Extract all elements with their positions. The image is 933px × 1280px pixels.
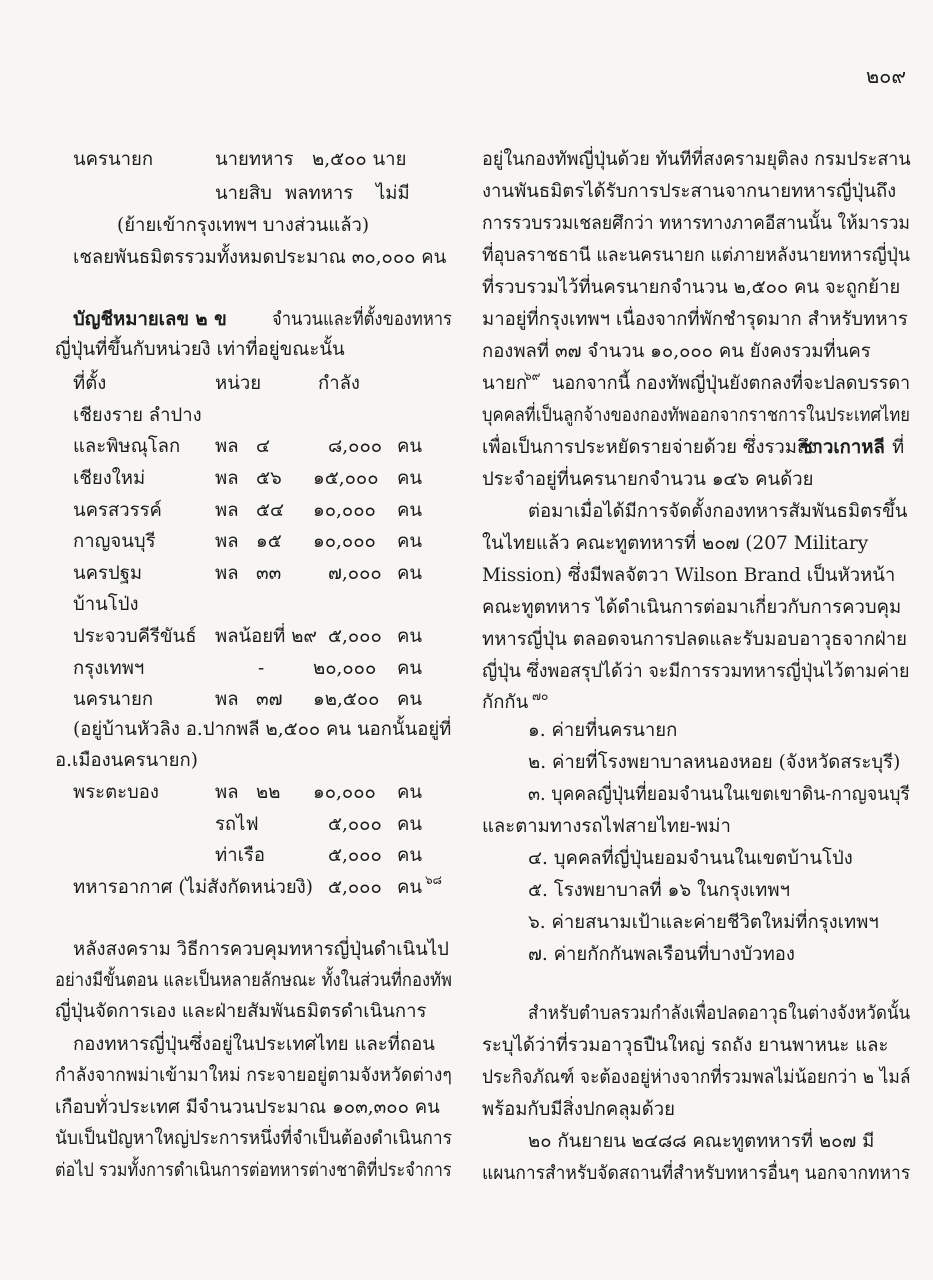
list-cell: ไม่มี: [376, 183, 410, 204]
table-cell-unitlabel: คน: [397, 814, 423, 835]
list-cell: นายสิบ: [215, 183, 272, 204]
table-header: ที่ตั้ง: [73, 373, 107, 394]
footnote-marker: ๖๘: [425, 873, 442, 887]
table-cell-unitlabel: คน: [397, 563, 423, 584]
text-line: เชลยพันธมิตรรวมทั้งหมดประมาณ ๓๐,๐๐๐ คน: [73, 247, 447, 268]
table-cell-num: ๓๗: [256, 689, 283, 710]
table-cell-unitlabel: คน: [397, 436, 423, 457]
paragraph-line: ระบุได้ว่าที่รวมอาวุธปืนใหญ่ รถถัง ยานพาหนะ และ: [482, 1035, 889, 1056]
table-cell-place: พระตะบอง: [73, 782, 159, 803]
table-cell-unitlabel: คน: [397, 877, 423, 898]
paragraph-text: นายก: [482, 373, 528, 394]
list-item: ๑. ค่ายที่นครนายก: [528, 720, 678, 741]
table-cell-strength: ๘,๐๐๐: [328, 436, 383, 457]
table-cell-strength: ๑๐,๐๐๐: [313, 500, 376, 521]
list-cell: พลทหาร: [285, 183, 354, 204]
table-cell-strength: ๕,๐๐๐: [328, 845, 382, 866]
table-cell-place: บ้านโป่ง: [73, 594, 139, 615]
paragraph-line: กองพลที่ ๓๗ จำนวน ๑๐,๐๐๐ คน ยังคงรวมที่นคร: [482, 341, 871, 362]
table-cell-unit: พล: [215, 531, 239, 552]
paragraph-text: ที่: [892, 437, 905, 458]
paragraph-line: แผนการสำหรับจัดสถานที่สำหรับทหารอื่นๆ นอกจากทหาร: [482, 1163, 911, 1184]
paragraph-text: กักกัน: [482, 692, 529, 713]
paragraph-line: ต่อมาเมื่อได้มีการจัดตั้งกองทหารสัมพันธมิตรขึ้น: [528, 501, 908, 522]
list-item: ๓. บุคคลญี่ปุ่นที่ยอมจำนนในเขตเขาดิน-กาญจนบุรี: [528, 784, 910, 805]
list-item: และตามทางรถไฟสายไทย-พม่า: [482, 816, 731, 837]
table-cell-num: ๕๔: [256, 500, 285, 521]
table-cell-place: และพิษณุโลก: [73, 436, 181, 457]
text-line: ญี่ปุ่นที่ขึ้นกับหน่วยงิ เท่าที่อยู่ขณะนั้น: [55, 339, 345, 360]
table-cell-unit: ท่าเรือ: [215, 845, 265, 866]
table-cell-place: นครสวรรค์: [73, 500, 162, 521]
table-cell-unit: พลน้อยที่ ๒๙: [215, 626, 317, 647]
list-item: ๗. ค่ายกักกันพลเรือนที่บางบัวทอง: [528, 944, 795, 965]
paragraph-line: ที่รวบรวมไว้ที่นครนายกจำนวน ๒,๕๐๐ คน จะถูกย้าย: [482, 277, 901, 298]
paragraph-line: ที่อุบลราชธานี และนครนายก แต่ภายหลังนายทหารญี่ปุ่น: [482, 245, 911, 266]
table-cell-strength: ๗,๐๐๐: [328, 563, 382, 584]
table-cell-unitlabel: คน: [397, 626, 423, 647]
paragraph-line: ญี่ปุ่นจัดการเอง และฝ่ายสัมพันธมิตรดำเนินการ: [55, 1001, 427, 1022]
paragraph-line: หลังสงคราม วิธีการควบคุมทหารญี่ปุ่นดำเนินไป: [73, 939, 449, 960]
list-item: ๖. ค่ายสนามเป้าและค่ายชีวิตใหม่ที่กรุงเทพฯ: [528, 912, 879, 933]
list-cell: ๒,๕๐๐ นาย: [312, 149, 407, 170]
table-cell-num: ๕๖: [256, 468, 282, 489]
section-heading-rest: จำนวนและที่ตั้งของทหาร: [272, 309, 452, 330]
list-item: ๔. บุคคลที่ญี่ปุ่นยอมจำนนในเขตบ้านโป่ง: [528, 848, 853, 869]
table-cell-place: นครนายก: [73, 689, 154, 710]
paragraph-line: ในไทยแล้ว คณะทูตทหารที่ ๒๐๗ (207 Military: [482, 533, 869, 554]
table-cell-strength: ๕,๐๐๐: [328, 814, 382, 835]
table-cell-strength: ๒๐,๐๐๐: [313, 658, 377, 679]
table-cell-place: กาญจนบุรี: [73, 531, 156, 552]
table-cell-unit: พล: [215, 782, 239, 803]
table-header: กำลัง: [318, 373, 360, 394]
paragraph-line: การรวบรวมเชลยศึกว่า ทหารทางภาคอีสานนั้น ให้มารวม: [482, 213, 911, 234]
paragraph-line: มาอยู่ที่กรุงเทพฯ เนื่องจากที่พักชำรุดมาก สำหรับทหาร: [482, 309, 908, 330]
list-cell: นายทหาร: [215, 149, 294, 170]
paragraph-text: นอกจากนี้ กองทัพญี่ปุ่นยังตกลงที่จะปลดบรรดา: [552, 373, 911, 394]
table-cell-unitlabel: คน: [397, 468, 423, 489]
table-cell-strength: ๑๒,๕๐๐: [313, 689, 380, 710]
table-cell-unitlabel: คน: [397, 689, 423, 710]
table-cell-place: กรุงเทพฯ: [73, 658, 145, 679]
paragraph-line: นับเป็นปัญหาใหญ่ประการหนึ่งที่จำเป็นต้องดำเนินการ: [55, 1128, 453, 1149]
paragraph-line: อยู่ในกองทัพญี่ปุ่นด้วย ทันทีที่สงครามยุติลง กรมประสาน: [482, 149, 911, 170]
table-cell-unit: พล: [215, 689, 239, 710]
paragraph-line: อย่างมีขั้นตอน และเป็นหลายลักษณะ ทั้งในส่วนที่กองทัพ: [55, 970, 452, 991]
paragraph-line: ญี่ปุ่น ซึ่งพอสรุปได้ว่า จะมีการรวมทหารญี่ปุ่นไว้ตามค่าย: [482, 661, 910, 682]
footnote-marker: ๗๐: [532, 689, 549, 703]
table-cell-place: เชียงใหม่: [73, 468, 146, 489]
table-cell-unit: รถไฟ: [215, 814, 259, 835]
table-cell-unit: -: [258, 658, 265, 679]
section-heading: บัญชีหมายเลข ๒ ข: [73, 309, 227, 330]
table-cell-unitlabel: คน: [397, 531, 423, 552]
list-cell: นครนายก: [73, 149, 154, 170]
paragraph-line: เกือบทั่วประเทศ มีจำนวนประมาณ ๑๐๓,๓๐๐ คน: [55, 1097, 440, 1118]
paragraph-line: พร้อมกับมีสิ่งปกคลุมด้วย: [482, 1099, 675, 1120]
paragraph-line: กองทหารญี่ปุ่นซึ่งอยู่ในประเทศไทย และที่ถอน: [73, 1034, 435, 1055]
table-cell-unit: พล: [215, 436, 239, 457]
footnote-marker: ๖๙: [524, 369, 541, 383]
list-item: ๒. ค่ายที่โรงพยาบาลหนองหอย (จังหวัดสระบุรี): [528, 752, 901, 773]
table-cell-unitlabel: คน: [397, 500, 423, 521]
table-cell-strength: ๑๕,๐๐๐: [313, 468, 379, 489]
table-cell-unitlabel: คน: [397, 782, 423, 803]
table-cell-unitlabel: คน: [397, 845, 423, 866]
table-cell-strength: ๕,๐๐๐: [328, 877, 382, 898]
table-cell-num: ๑๕: [256, 531, 282, 552]
table-cell-unit: พล: [215, 500, 239, 521]
table-cell-strength: ๕,๐๐๐: [328, 626, 382, 647]
paragraph-line: ประกิจภัณฑ์ จะต้องอยู่ห่างจากที่รวมพลไม่น้อยกว่า ๒ ไมล์: [482, 1067, 911, 1088]
table-cell-unit: พล: [215, 563, 239, 584]
text-line: (อยู่บ้านหัวลิง อ.ปากพลี ๒,๕๐๐ คน นอกนั้นอยู่ที่: [73, 719, 452, 740]
paragraph-line: ต่อไป รวมทั้งการดำเนินการต่อทหารต่างชาติที่ประจำการ: [55, 1160, 452, 1181]
table-cell-num: ๔: [256, 436, 271, 457]
paragraph-line: กำลังจากพม่าเข้ามาใหม่ กระจายอยู่ตามจังหวัดต่างๆ: [55, 1065, 452, 1086]
table-cell-place: นครปฐม: [73, 563, 143, 584]
page-number: ๒๐๙: [866, 64, 907, 88]
paragraph-line: คณะทูตทหาร ได้ดำเนินการต่อมาเกี่ยวกับการควบคุม: [482, 597, 902, 618]
paragraph-line: Mission) ซึ่งมีพลจัตวา Wilson Brand เป็นหัวหน้า: [482, 565, 896, 586]
table-cell-num: ๒๒: [256, 782, 281, 803]
paragraph-line: สำหรับตำบลรวมกำลังเพื่อปลดอาวุธในต่างจังหวัดนั้น: [528, 1003, 911, 1024]
table-cell-place: ทหารอากาศ (ไม่สังกัดหน่วยงิ): [73, 877, 314, 898]
table-cell-strength: ๑๐,๐๐๐: [313, 782, 376, 803]
paragraph-line: บุคคลที่เป็นลูกจ้างของกองทัพออกจากราชการในประเทศไทย: [482, 405, 911, 426]
table-cell-unit: พล: [215, 468, 239, 489]
paragraph-line: งานพันธมิตรได้รับการประสานจากนายทหารญี่ปุ่นถึง: [482, 181, 897, 202]
table-cell-place: ประจวบคีรีขันธ์: [73, 626, 197, 647]
bold-term: ชาวเกาหลี: [800, 437, 885, 458]
table-header: หน่วย: [215, 373, 262, 394]
text-line: อ.เมืองนครนายก): [55, 750, 198, 771]
paragraph-text: เพื่อเป็นการประหยัดรายจ่ายด้วย ซึ่งรวมถึง: [482, 437, 818, 458]
table-cell-strength: ๑๐,๐๐๐: [313, 531, 376, 552]
table-cell-place: เชียงราย ลำปาง: [73, 405, 202, 426]
list-item: ๕. โรงพยาบาลที่ ๑๖ ในกรุงเทพฯ: [528, 880, 790, 901]
table-cell-num: ๓๓: [256, 563, 282, 584]
paragraph-line: ๒๐ กันยายน ๒๔๘๘ คณะทูตทหารที่ ๒๐๗ มี: [528, 1131, 875, 1152]
paragraph-line: ทหารญี่ปุ่น ตลอดจนการปลดและรับมอบอาวุธจากฝ่าย: [482, 629, 907, 650]
paragraph-line: ประจำอยู่ที่นครนายกจำนวน ๑๔๖ คนด้วย: [482, 469, 814, 490]
text-line: (ย้ายเข้ากรุงเทพฯ บางส่วนแล้ว): [117, 215, 370, 236]
table-cell-unitlabel: คน: [397, 658, 423, 679]
